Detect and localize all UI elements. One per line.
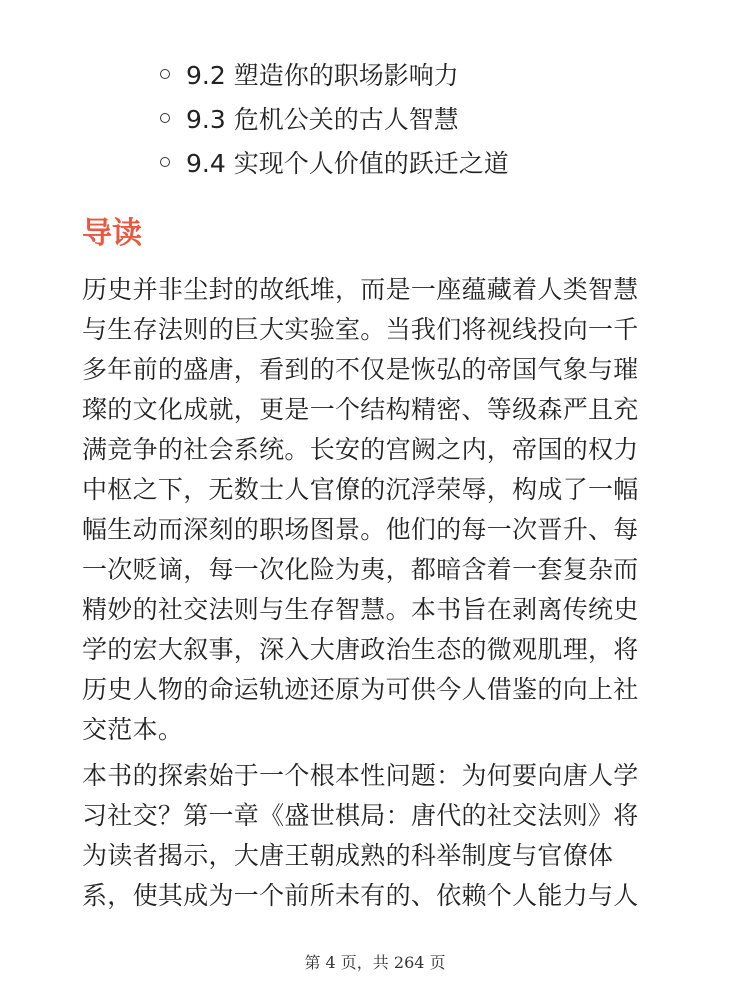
text-line: 多年前的盛唐，看到的不仅是恢弘的帝国气象与璀 [82, 355, 639, 384]
text-line: 满竞争的社会系统。长安的宫阙之内，帝国的权力 [82, 435, 639, 464]
section-heading: 导读 [82, 216, 142, 251]
text-line: 精妙的社交法则与生存智慧。本书旨在剥离传统史 [82, 595, 639, 624]
text-line: 交范本。 [82, 715, 184, 744]
text-line: 为读者揭示，大唐王朝成熟的科举制度与官僚体 [82, 841, 614, 870]
text-line: 中枢之下，无数士人官僚的沉浮荣辱，构成了一幅 [82, 475, 639, 504]
text-line: 历史人物的命运轨迹还原为可供今人借鉴的向上社 [82, 675, 639, 704]
circle-bullet-icon [160, 113, 170, 123]
text-line: 历史并非尘封的故纸堆，而是一座蕴藏着人类智慧 [82, 275, 639, 304]
circle-bullet-icon [160, 69, 170, 79]
toc-item-label: 9.2 塑造你的职场影响力 [186, 61, 459, 90]
text-line: 学的宏大叙事，深入大唐政治生态的微观肌理，将 [82, 635, 639, 664]
text-line: 习社交？第一章《盛世棋局：唐代的社交法则》将 [82, 801, 639, 830]
page-number-footer: 第 4 页，共 264 页 [304, 953, 446, 972]
toc-item [160, 96, 509, 140]
text-line: 系，使其成为一个前所未有的、依赖个人能力与人 [82, 881, 639, 910]
toc-list [160, 52, 509, 184]
toc-item [160, 52, 509, 96]
paragraph-second [82, 756, 694, 916]
toc-item-label: 9.4 实现个人价值的跃迁之道 [186, 149, 509, 178]
text-line: 幅生动而深刻的职场图景。他们的每一次晋升、每 [82, 515, 639, 544]
text-line: 本书的探索始于一个根本性问题：为何要向唐人学 [82, 761, 639, 790]
circle-bullet-icon [160, 157, 170, 167]
text-line: 一次贬谪，每一次化险为夷，都暗含着一套复杂而 [82, 555, 639, 584]
toc-item-label: 9.3 危机公关的古人智慧 [186, 105, 459, 134]
text-line: 璨的文化成就，更是一个结构精密、等级森严且充 [82, 395, 639, 424]
text-line: 与生存法则的巨大实验室。当我们将视线投向一千 [82, 315, 639, 344]
toc-item [160, 140, 509, 184]
paragraph-intro [82, 270, 694, 750]
